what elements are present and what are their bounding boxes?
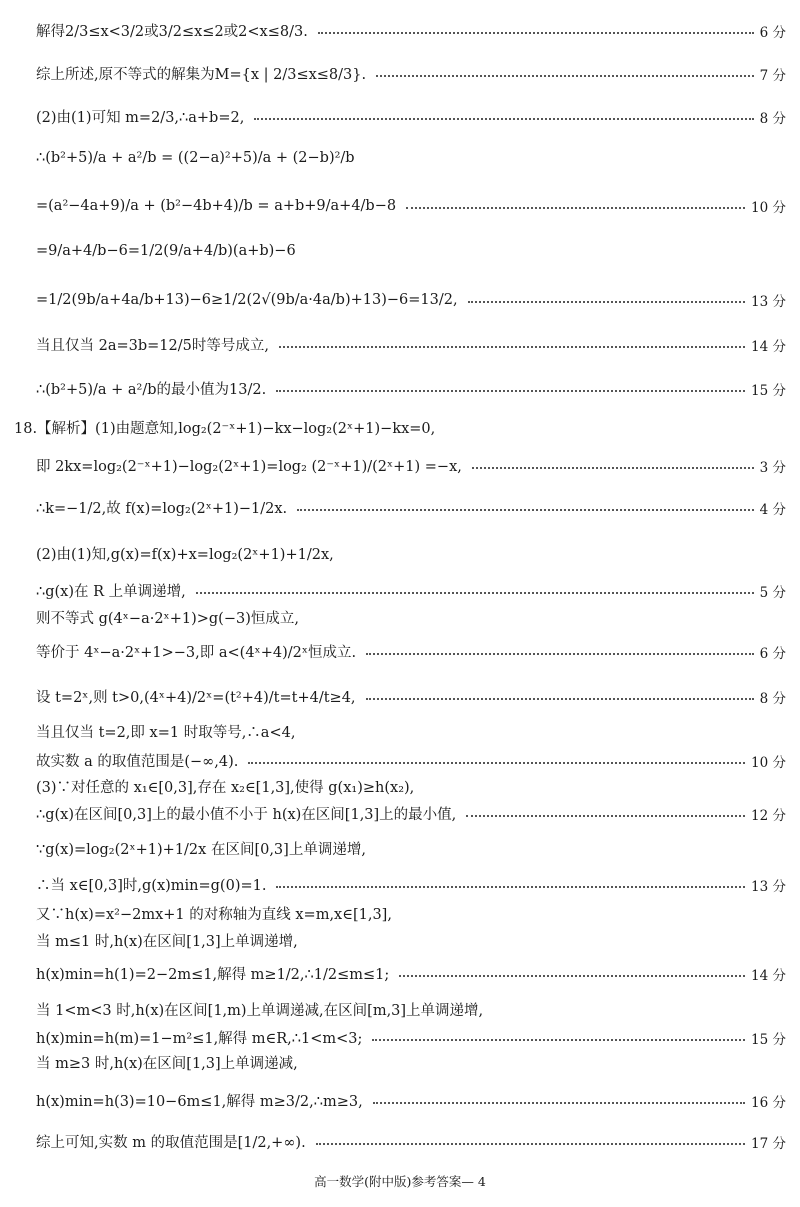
solution-line: ∵g(x)=log₂(2ˣ+1)+1/2x 在区间[0,3]上单调递增, xyxy=(36,842,366,858)
score-mark: 17 分 xyxy=(751,1135,786,1152)
solution-line: 则不等式 g(4ˣ−a·2ˣ+1)>g(−3)恒成立, xyxy=(36,611,299,627)
score-mark: 6 分 xyxy=(759,645,786,662)
solution-line: h(x)min=h(3)=10−6m≤1,解得 m≥3/2,∴m≥3, 16 分 xyxy=(36,1090,786,1111)
solution-line: 即 2kx=log₂(2⁻ˣ+1)−log₂(2ˣ+1)=log₂ (2⁻ˣ+1)/(2ˣ+1) =−x, 3 分 xyxy=(36,455,786,476)
score-mark: 12 分 xyxy=(751,807,786,824)
solution-line: ∴当 x∈[0,3]时,g(x)min=g(0)=1. 13 分 xyxy=(36,874,786,895)
score-mark: 4 分 xyxy=(759,501,786,518)
score-mark: 14 分 xyxy=(751,338,786,355)
question-18-heading: 18.【解析】(1)由题意知,log₂(2⁻ˣ+1)−kx−log₂(2ˣ+1)−kx=0, xyxy=(14,421,436,437)
solution-line: ∴g(x)在 R 上单调递增, 5 分 xyxy=(36,580,786,601)
solution-line: h(x)min=h(m)=1−m²≤1,解得 m∈R,∴1<m<3; 15 分 xyxy=(36,1027,786,1048)
solution-line: 故实数 a 的取值范围是(−∞,4). 10 分 xyxy=(36,750,786,771)
solution-line: (2)由(1)可知 m=2/3,∴a+b=2, 8 分 xyxy=(36,106,786,127)
solution-line: =1/2(9b/a+4a/b+13)−6≥1/2(2√(9b/a·4a/b)+13)−6=13/2, 13 分 xyxy=(36,292,786,310)
solution-line: 当且仅当 t=2,即 x=1 时取等号,∴a<4, xyxy=(36,725,296,741)
score-mark: 13 分 xyxy=(751,294,786,310)
score-mark: 7 分 xyxy=(759,67,786,84)
solution-line: h(x)min=h(1)=2−2m≤1,解得 m≥1/2,∴1/2≤m≤1; 14 分 xyxy=(36,963,786,984)
solution-line: 综上所述,原不等式的解集为M={x | 2/3≤x≤8/3}. 7 分 xyxy=(36,63,786,84)
score-mark: 14 分 xyxy=(751,967,786,984)
score-mark: 8 分 xyxy=(759,690,786,707)
solution-line: 解得2/3≤x<3/2或3/2≤x≤2或2<x≤8/3. 6 分 xyxy=(36,20,786,41)
score-mark: 15 分 xyxy=(751,382,786,399)
solution-line: 设 t=2ˣ,则 t>0,(4ˣ+4)/2ˣ=(t²+4)/t=t+4/t≥4, 8 分 xyxy=(36,686,786,707)
solution-line: =9/a+4/b−6=1/2(9/a+4/b)(a+b)−6 xyxy=(36,243,296,259)
solution-line: 当 1<m<3 时,h(x)在区间[1,m)上单调递减,在区间[m,3]上单调递增, xyxy=(36,1003,484,1019)
solution-line: 等价于 4ˣ−a·2ˣ+1>−3,即 a<(4ˣ+4)/2ˣ恒成立. 6 分 xyxy=(36,641,786,662)
solution-line: ∴(b²+5)/a + a²/b的最小值为13/2. 15 分 xyxy=(36,378,786,399)
solution-line: ∴k=−1/2,故 f(x)=log₂(2ˣ+1)−1/2x. 4 分 xyxy=(36,497,786,518)
score-mark: 13 分 xyxy=(751,878,786,895)
solution-line: 综上可知,实数 m 的取值范围是[1/2,+∞). 17 分 xyxy=(36,1131,786,1152)
score-mark: 6 分 xyxy=(759,24,786,41)
solution-line: ∴g(x)在区间[0,3]上的最小值不小于 h(x)在区间[1,3]上的最小值, 12 分 xyxy=(36,803,786,824)
solution-line: =(a²−4a+9)/a + (b²−4b+4)/b = a+b+9/a+4/b−8 10 分 xyxy=(36,198,786,216)
score-mark: 5 分 xyxy=(759,584,786,601)
score-mark: 3 分 xyxy=(759,459,786,476)
score-mark: 10 分 xyxy=(751,754,786,771)
page-footer: 高一数学(附中版)参考答案— 4 xyxy=(314,1174,486,1189)
solution-line: (3)∵对任意的 x₁∈[0,3],存在 x₂∈[1,3],使得 g(x₁)≥h(x₂), xyxy=(36,780,415,796)
solution-line: 当且仅当 2a=3b=12/5时等号成立, 14 分 xyxy=(36,334,786,355)
solution-line: ∴(b²+5)/a + a²/b = ((2−a)²+5)/a + (2−b)²/b xyxy=(36,150,355,166)
score-mark: 16 分 xyxy=(751,1094,786,1111)
solution-line: 当 m≤1 时,h(x)在区间[1,3]上单调递增, xyxy=(36,934,298,950)
solution-line: (2)由(1)知,g(x)=f(x)+x=log₂(2ˣ+1)+1/2x, xyxy=(36,547,334,563)
score-mark: 15 分 xyxy=(751,1031,786,1048)
score-mark: 10 分 xyxy=(751,200,786,216)
solution-line: 当 m≥3 时,h(x)在区间[1,3]上单调递减, xyxy=(36,1056,298,1072)
score-mark: 8 分 xyxy=(759,110,786,127)
solution-line: 又∵h(x)=x²−2mx+1 的对称轴为直线 x=m,x∈[1,3], xyxy=(36,907,392,923)
